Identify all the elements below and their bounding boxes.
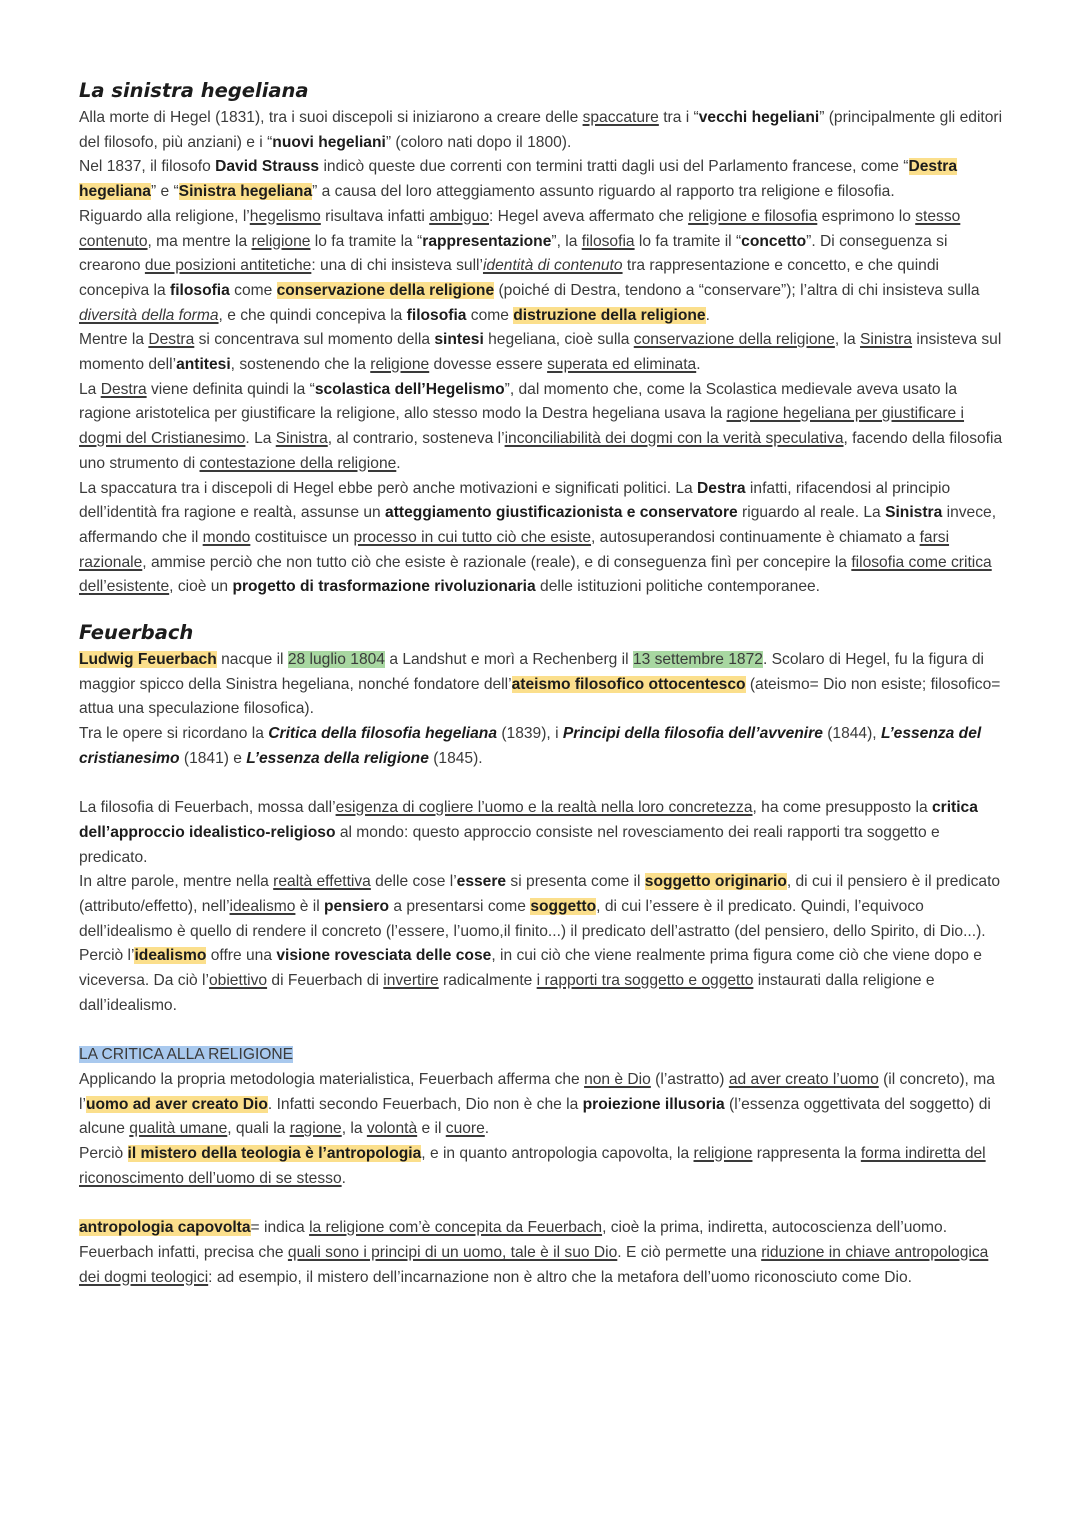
bold-text: proiezione illusoria [582,1095,725,1113]
paragraph [79,648,1009,722]
underlined-text: filosofia [581,232,635,250]
paragraph [79,796,1009,870]
text-run: (l’essenza oggettivata del soggetto) di alcune [79,1095,991,1138]
text-run: La filosofia di Feuerbach, mossa dall’ [79,799,336,817]
bold-text: progetto di trasformazione rivoluzionaria [232,578,536,596]
underlined-text: cuore [445,1120,485,1138]
text-run: Perciò [79,1145,128,1163]
underlined-text: inconciliabilità dei dogmi con la verità speculativa [504,430,844,448]
underlined-text: Destra [148,331,195,349]
text-run: . Scolaro di Hegel, fu la figura di maggior spicco della Sinistra hegeliana, nonché fondatore dell’ [79,651,984,693]
paragraph [79,1142,1009,1191]
underlined-text: Destra [100,380,147,398]
text-run: . La [245,430,276,448]
text-run: . [696,356,701,374]
text-run: (l’astratto) [650,1070,729,1088]
text-run: , cioè un [169,578,233,596]
text-run: rappresenta la [752,1145,861,1163]
bold-text: Critica della filosofia hegeliana [268,725,498,743]
text-run: , ammise perciò che non tutto ciò che esiste è razionale (reale), e di conseguenza finì per concepire la [142,553,852,571]
bold-text: David Strauss [215,158,320,176]
text-run: . Infatti secondo Feuerbach, Dio non è che la [267,1095,583,1113]
bold-text: filosofia [170,281,230,299]
bold-text: atteggiamento giustificazionista e conservatore [385,504,738,522]
text-run: lo fa tramite il “ [634,232,742,250]
highlighted-text: Destra hegeliana [79,158,958,201]
paragraph [79,1068,1009,1142]
underlined-text: contestazione della religione [199,454,397,472]
text-run: , di cui il pensiero è il predicato (attributo/effetto), nell’ [79,873,1001,916]
text-run: si concentrava sul momento della [194,331,435,349]
text-run: Applicando la propria metodologia materialistica, Feuerbach afferma che [79,1070,585,1088]
text-run: tra i “ [658,109,699,126]
underlined-text: realtà effettiva [273,873,371,891]
underlined-text: religione [693,1145,753,1163]
highlighted-text: soggetto originario [644,873,787,891]
subheading-label: LA CRITICA ALLA RELIGIONE [79,1046,294,1064]
text-run: delle cose l’ [370,873,457,891]
underlined-text: mondo [202,528,251,546]
text-run: , e che quindi concepiva la [218,306,407,324]
highlighted-text: il mistero della teologia è l’antropologia [127,1145,422,1163]
document-page [79,76,1009,1290]
text-run: e il [417,1120,446,1138]
bold-text: Principi della filosofia dell’avvenire [562,725,823,743]
highlighted-text: ateismo filosofico ottocentesco [511,675,746,693]
bold-text: vecchi hegeliani [698,109,820,126]
bold-text: scolastica dell’Hegelismo [314,380,505,398]
underlined-text: non è Dio [584,1070,651,1088]
underlined-text: farsi razionale [79,528,950,571]
underlined-text: forma indiretta del riconoscimento dell’uomo di se stesso [79,1145,986,1187]
underlined-text: Sinistra [860,331,913,349]
text-run: a Landshut e morì a Rechenberg il [384,651,633,669]
highlighted-text: antropologia capovolta [79,1219,251,1237]
text-run: al mondo: questo approccio consiste nel rovesciamento dei reali rapporti tra soggetto e predicato. [79,823,940,866]
text-run: riguardo al reale. La [737,504,886,522]
text-run: delle istituzioni politiche contemporanee. [535,578,821,596]
text-run: ” (coloro nati dopo il 1800). [385,133,572,151]
underlined-text: quali sono i principi di un uomo, tale è il suo Dio [287,1243,618,1261]
text-run: . [396,454,401,472]
highlighted-text: 13 settembre 1872 [632,651,763,669]
text-run: a presentarsi come [389,898,531,916]
text-run: indicò queste due correnti con termini tratti dagli usi del Parlamento francese, come “ [319,158,909,176]
text-run: Riguardo alla religione, l’ [79,207,250,225]
paragraph [79,870,1009,944]
text-run: tra rappresentazione e concetto, e che quindi concepiva la [79,257,939,299]
underlined-text: conservazione della religione [633,331,835,349]
text-run: infatti, rifacendosi al principio dell’identità fra ragione e realtà, assunse un [79,479,951,522]
text-run: Tra le opere si ricordano la [79,725,269,743]
bold-text: pensiero [324,898,390,916]
underlined-text: qualità umane [129,1120,228,1138]
underlined-text: spaccature [582,109,659,126]
text-run: , autosuperandosi continuamente è chiamato a [591,528,920,546]
text-run: è il [295,898,325,916]
underlined-text: idealismo [229,898,296,916]
underlined-text: ragione hegeliana per giustificare i dogmi del Cristianesimo [79,405,965,448]
bold-text: concetto [741,232,807,250]
text-run: ” e “ [150,183,179,201]
bold-text: rappresentazione [422,232,552,250]
underlined-text: religione [370,356,430,374]
underlined-text: riduzione in chiave antropologica dei dogmi teologici [79,1243,989,1286]
text-run: , quali la [227,1120,290,1138]
paragraph [79,378,1009,477]
text-run: lo fa tramite la “ [310,232,423,250]
bold-text: nuovi hegeliani [272,133,386,151]
text-run: Perciò l’ [79,947,135,965]
text-run: instaurati dalla religione e dall’idealismo. [79,972,935,1014]
text-run: nacque il [216,651,288,669]
text-run: come [229,281,277,299]
text-run: (1841) e [179,749,247,767]
text-run: di Feuerbach di [267,972,384,990]
underlined-text: la religione com’è concepita da Feuerbach [309,1219,603,1237]
text-run: ”, la [551,232,582,250]
bold-text: critica dell’approccio idealistico-religioso [79,799,978,841]
highlighted-text: 28 luglio 1804 [287,651,385,669]
text-run: , sostenendo che la [230,356,371,374]
text-run: La spaccatura tra i discepoli di Hegel ebbe però anche motivazioni e significati politici. La [79,479,698,497]
highlighted-text: conservazione della religione [276,281,495,299]
text-run: , in cui ciò che viene realmente prima figura come ciò che viene dopo e viceversa. Da ciò l’ [79,947,982,990]
underlined-text: diversità della forma [79,306,219,324]
text-run: dovesse essere [429,356,548,374]
text-run: . [705,306,710,324]
underlined-text: filosofia come critica dell’esistente [79,553,992,596]
text-run: , facendo della filosofia uno strumento di [79,430,1003,472]
text-run: ”, dal momento che, come la Scolastica medievale aveva usato la ragione aristotelica per giustificare la religione, allo stesso modo la Destra hegeliana usava la [79,380,958,423]
paragraph [79,477,1009,601]
bold-text: sintesi [434,331,484,349]
bold-text: visione rovesciata delle cose [276,947,492,965]
bold-text: antitesi [176,356,231,374]
text-run: (1844), [822,725,881,743]
text-run: . E ciò permette una [617,1243,762,1261]
text-run: , e in quanto antropologia capovolta, la [421,1145,694,1163]
text-run: , cioè la prima, indiretta, autocoscienza dell’uomo. Feuerbach infatti, precisa che [79,1219,948,1261]
underlined-text: stesso contenuto [79,207,961,250]
text-run: , ma mentre la [147,232,252,250]
underlined-text: i rapporti tra soggetto e oggetto [536,972,754,990]
paragraph [79,155,1009,204]
highlighted-text: idealismo [134,947,207,965]
bold-text: essere [456,873,507,891]
section-title-sinistra-hegeliana: La sinistra hegeliana [79,79,309,102]
bold-text: Sinistra [885,504,943,522]
paragraph [79,1216,1009,1290]
text-run: . [484,1120,490,1138]
text-run: : Hegel aveva affermato che [489,207,689,225]
text-run: offre una [206,947,277,965]
text-run: (ateismo= Dio non esiste; filosofico= attua una speculazione filosofica). [79,675,1001,718]
text-run: La [79,380,101,398]
text-run: , di cui l’essere è il predicato. Quindi, l’equivoco dell’idealismo è quello di rendere il concreto (l’essere, l’uomo,il finito...) il predicato dell’astratto (del pensiero, dello Spirito, di Dio...). [79,898,986,940]
text-run: Alla morte di Hegel (1831), tra i suoi discepoli si iniziarono a creare delle [79,109,583,126]
text-run: In altre parole, mentre nella [79,873,274,891]
bold-text: L’essenza della religione [246,749,429,767]
highlighted-text: soggetto [530,898,597,916]
paragraph [79,722,1009,771]
text-run: (1845). [428,749,483,767]
underlined-text: superata ed eliminata [547,356,697,374]
text-run: , la [341,1120,367,1138]
bold-text: Destra [697,479,746,497]
underlined-text: esigenza di cogliere l’uomo e la realtà nella loro concretezza [335,799,753,817]
paragraph [79,106,1009,155]
text-run: . [341,1169,346,1187]
highlighted-text: Ludwig Feuerbach [79,651,217,669]
highlighted-text: Sinistra hegeliana [178,183,313,201]
paragraph [79,205,1009,329]
underlined-text: religione [251,232,311,250]
underlined-text: ragione [289,1120,342,1138]
paragraph [79,328,1009,377]
text-run: (il concreto), ma l’ [79,1070,995,1113]
underlined-text: due posizioni antitetiche [144,257,312,275]
underlined-text: obiettivo [209,972,268,990]
underlined-text: volontà [366,1120,418,1138]
bold-text: filosofia [406,306,467,324]
text-run: risultava infatti [320,207,430,225]
underlined-text: identità di contenuto [482,257,623,275]
underlined-text: hegelismo [249,207,321,225]
text-run: Mentre la [79,331,149,349]
text-run: radicalmente [438,972,537,990]
text-run: ” a causa del loro atteggiamento assunto riguardo al rapporto tra religione e filosofia. [312,183,895,201]
text-run: : una di chi insisteva sull’ [311,257,483,275]
text-run: = indica [250,1219,310,1237]
underlined-text: invertire [383,972,439,990]
text-run: hegeliana, cioè sulla [483,331,634,349]
underlined-text: ambiguo [429,207,490,225]
text-run: (poiché di Destra, tendono a “conservare”); l’altra di chi insisteva sulla [494,281,980,299]
underlined-text: ad aver creato l’uomo [728,1070,879,1088]
subheading-critica-religione [79,1043,1009,1068]
text-run: esprimono lo [817,207,916,225]
text-run: invece, affermando che il [79,504,997,546]
text-run: viene definita quindi la “ [146,380,315,398]
section-title-feuerbach: Feuerbach [79,621,194,645]
text-run: , al contrario, sosteneva l’ [327,430,505,448]
text-run: Nel 1837, il filosofo [79,158,216,176]
highlighted-text: distruzione della religione [513,306,706,324]
underlined-text: religione e filosofia [688,207,818,225]
text-run: costituisce un [250,528,354,546]
highlighted-text: uomo ad aver creato Dio [85,1095,268,1113]
text-run: ”. Di conseguenza si crearono [79,232,948,275]
underlined-text: Sinistra [275,430,328,448]
text-run: : ad esempio, il mistero dell’incarnazione non è altro che la metafora dell’uomo riconosciuto come Dio. [208,1268,912,1286]
text-run: si presenta come il [506,873,645,891]
text-run: , ha come presupposto la [752,799,932,817]
text-run: insisteva sul momento dell’ [79,331,1002,374]
text-run: (1839), i [497,725,563,743]
paragraph [79,944,1009,1018]
text-run: ” (principalmente gli editori del filosofo, più anziani) e i “ [79,109,1003,151]
bold-text: L’essenza del cristianesimo [79,725,982,767]
text-run: , la [834,331,861,349]
underlined-text: processo in cui tutto ciò che esiste [353,528,592,546]
text-run: come [466,306,514,324]
